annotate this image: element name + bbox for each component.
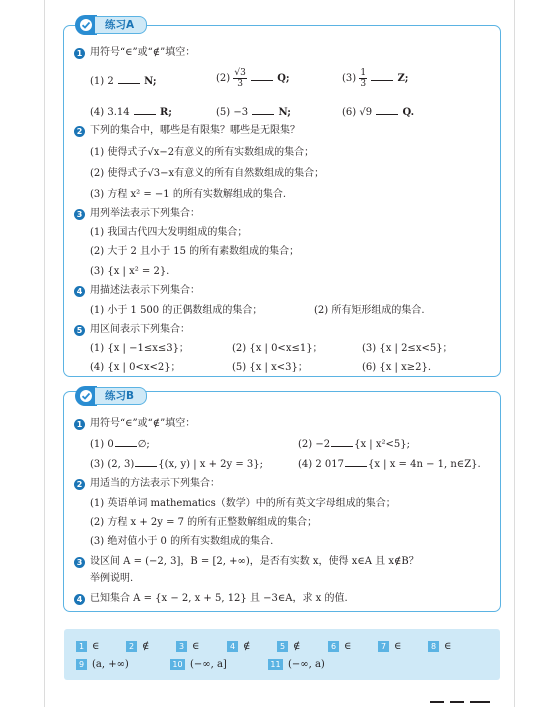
fraction: $\frac{1}{3}$ [360, 68, 367, 89]
b-q1-item-2: (2) −2 {x | x²<5}; [298, 439, 410, 450]
a-q5-item-1: (1) {x | −1≤x≤3}； [90, 343, 189, 354]
a-q1-item-1: (1) 2 N; [90, 76, 157, 87]
a-q5-item-3: (3) {x | 2≤x<5}； [362, 343, 453, 354]
a-q5-item-5: (5) {x | x<3}； [232, 362, 308, 373]
b-q2-item-3: (3) 绝对值小于 0 的所有实数组成的集合. [90, 536, 274, 547]
a-q2-stem: 2 下列的集合中，哪些是有限集？哪些是无限集？ [74, 124, 300, 137]
a-q4-item-2: (2) 所有矩形组成的集合. [314, 305, 425, 316]
b-q3-stem: 3 设区间 A = (−2, 3]，B = [2, +∞)，是否有实数 x，使得 x∈A 且 x∉B？ [74, 555, 419, 568]
a-q5-item-4: (4) {x | 0<x<2}； [90, 362, 181, 373]
answer-blank[interactable] [345, 457, 367, 467]
a-q2-item-3: (3) 方程 x² = −1 的所有实数解组成的集合. [90, 189, 287, 200]
b-q4-number: 4 [74, 594, 85, 605]
a-q2-number: 2 [74, 126, 85, 137]
answer-item-3: 3 ∈ [176, 641, 199, 653]
a-q3-stem: 3 用列举法表示下列集合： [74, 207, 200, 220]
b-q2-item-2: (2) 方程 x + 2y = 7 的所有正整数解组成的集合； [90, 517, 318, 528]
answer-blank[interactable] [331, 437, 353, 447]
a-q4-number: 4 [74, 286, 85, 297]
answer-blank[interactable] [371, 71, 393, 81]
answer-item-10: 10 (−∞, a] [170, 659, 227, 671]
answer-item-8: 8 ∈ [428, 641, 451, 653]
answer-item-1: 1 ∈ [76, 641, 99, 653]
practice-b-title: 练习B [95, 387, 147, 405]
practice-b-tab [75, 386, 147, 406]
a-q3-item-1: (1) 我国古代四大发明组成的集合； [90, 227, 248, 238]
answer-blank[interactable] [135, 457, 157, 467]
b-q1-item-4: (4) 2 017 {x | x = 4n − 1, n∈Z}. [298, 459, 481, 470]
a-q3-item-2: (2) 大于 2 且小于 15 的所有素数组成的集合； [90, 246, 300, 257]
a-q1-item-4: (4) 3.14 R; [90, 107, 172, 118]
answer-item-9: 9 (a, +∞) [76, 659, 129, 671]
a-q5-stem: 5 用区间表示下列集合： [74, 323, 190, 336]
a-q5-number: 5 [74, 325, 85, 336]
b-q1-number: 1 [74, 419, 85, 430]
a-q5-item-2: (2) {x | 0<x≤1}； [232, 343, 323, 354]
a-q2-item-1: (1) 使得式子√x−2有意义的所有实数组成的集合； [90, 147, 315, 158]
answer-item-11: 11 (−∞, a) [268, 659, 325, 671]
a-q4-item-1: (1) 小于 1 500 的正偶数组成的集合； [90, 305, 263, 316]
b-q1-stem: 1 用符号“∈”或“∉”填空： [74, 417, 195, 430]
answer-blank[interactable] [251, 71, 273, 81]
a-q5-item-6: (6) {x | x≥2}. [362, 362, 431, 373]
page-footer-marks [430, 700, 510, 704]
answer-item-7: 7 ∈ [378, 641, 401, 653]
answer-blank[interactable] [252, 105, 274, 115]
answer-item-6: 6 ∈ [328, 641, 351, 653]
pencil-check-icon [75, 15, 97, 35]
a-q3-number: 3 [74, 209, 85, 220]
b-q2-stem: 2 用适当的方法表示下列集合： [74, 477, 220, 490]
page-left-divider [44, 0, 45, 707]
a-q1-item-5: (5) −3 N; [216, 107, 291, 118]
a-q1-stem: 1 用符号“∈”或“∉”填空： [74, 46, 195, 59]
pencil-check-icon [75, 386, 97, 406]
a-q2-item-2: (2) 使得式子√3−x有意义的所有自然数组成的集合； [90, 168, 325, 179]
answer-blank[interactable] [115, 437, 137, 447]
practice-a-title: 练习A [95, 16, 147, 34]
answer-blank[interactable] [118, 74, 140, 84]
a-q1-item-2: (2) $\frac{√3}{3}$ Q; [216, 68, 290, 89]
page-right-divider [514, 0, 515, 707]
answer-item-4: 4 ∉ [227, 641, 250, 653]
b-q1-item-3: (3) (2, 3) {(x, y) | x + 2y = 3}; [90, 459, 263, 470]
answer-item-5: 5 ∉ [277, 641, 300, 653]
answer-key-box [64, 629, 500, 680]
a-q1-number: 1 [74, 48, 85, 59]
b-q4-stem: 4 已知集合 A = {x − 2, x + 5, 12} 且 −3∈A，求 x 的值. [74, 592, 348, 605]
a-q1-item-6: (6) √9 Q. [342, 107, 415, 118]
answer-blank[interactable] [134, 105, 156, 115]
b-q3-continuation: 举例说明. [90, 573, 134, 584]
a-q3-item-3: (3) {x | x² = 2}. [90, 266, 170, 277]
fraction: $\frac{√3}{3}$ [234, 68, 246, 89]
answer-blank[interactable] [376, 105, 398, 115]
practice-b-panel [63, 391, 501, 612]
b-q2-item-1: (1) 英语单词 mathematics（数学）中的所有英文字母组成的集合； [90, 498, 396, 509]
practice-a-panel [63, 25, 501, 377]
b-q1-item-1: (1) 0 ∅; [90, 439, 150, 450]
answer-item-2: 2 ∉ [126, 641, 149, 653]
practice-a-tab [75, 15, 147, 35]
a-q4-stem: 4 用描述法表示下列集合： [74, 284, 200, 297]
b-q2-number: 2 [74, 479, 85, 490]
a-q1-item-3: (3) $\frac{1}{3}$ Z; [342, 68, 409, 89]
b-q3-number: 3 [74, 557, 85, 568]
